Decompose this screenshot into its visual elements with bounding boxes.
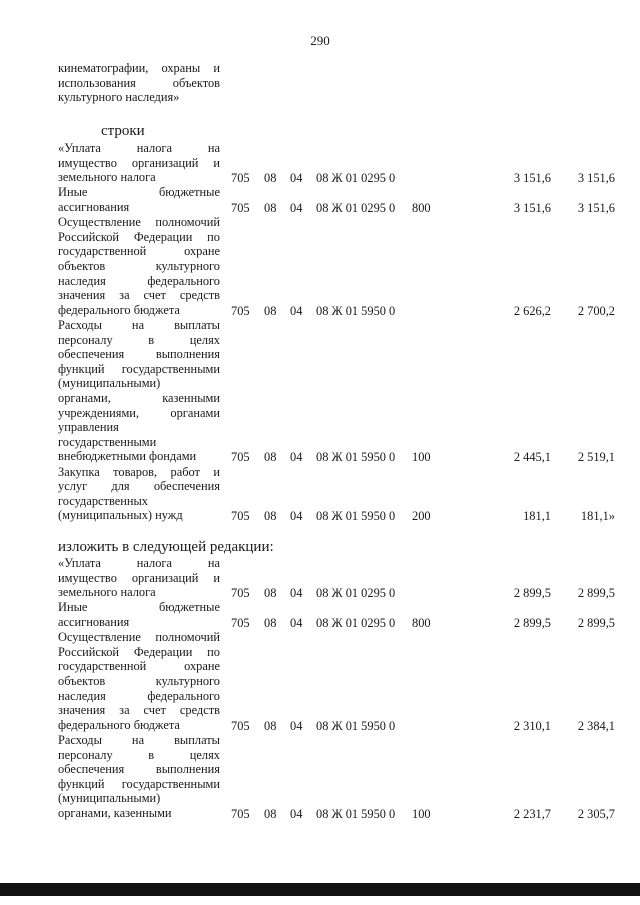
intro-text: кинематографии, охраны и использования объектов культурного наследия» xyxy=(58,61,220,105)
cell-code: 705 xyxy=(231,450,250,465)
cell-code: 705 xyxy=(231,171,250,186)
cell-vr: 100 xyxy=(412,807,431,821)
cell-sub: 04 xyxy=(290,171,303,186)
cell-sec: 08 xyxy=(264,201,277,215)
row-description: Осуществление полномочий Российской Федерации по государственной охране объектов культурного наследия федерального значения за счет средств федерального бюджета xyxy=(58,630,220,732)
cell-v1: 3 151,6 xyxy=(513,201,551,215)
scan-edge-bar xyxy=(0,883,640,896)
cell-sec: 08 xyxy=(264,509,277,524)
cell-sec: 08 xyxy=(264,718,277,733)
cell-code: 705 xyxy=(231,586,250,601)
row-description: Иные бюджетные ассигнования xyxy=(58,600,220,629)
cell-v2: 3 151,6 xyxy=(577,171,615,186)
cell-vr: 800 xyxy=(412,616,431,630)
cell-csr: 08 Ж 01 5950 0 xyxy=(316,807,396,821)
cell-sub: 04 xyxy=(290,807,303,821)
row-description: «Уплата налога на имущество организаций и земельного налога xyxy=(58,556,220,600)
cell-csr: 08 Ж 01 5950 0 xyxy=(316,450,396,465)
cell-code: 705 xyxy=(231,303,250,318)
cell-sec: 08 xyxy=(264,586,277,601)
cell-v2: 2 899,5 xyxy=(577,586,615,601)
cell-sec: 08 xyxy=(264,616,277,630)
cell-code: 705 xyxy=(231,718,250,733)
cell-sub: 04 xyxy=(290,303,303,318)
cell-csr: 08 Ж 01 0295 0 xyxy=(316,171,396,186)
cell-sec: 08 xyxy=(264,807,277,821)
cell-csr: 08 Ж 01 0295 0 xyxy=(316,586,396,601)
cell-v2: 181,1» xyxy=(580,509,615,524)
cell-sub: 04 xyxy=(290,718,303,733)
cell-v1: 2 626,2 xyxy=(513,303,551,318)
row-description: Расходы на выплаты персоналу в целях обеспечения выполнения функций государственными (муниципальными) органами, казенными xyxy=(58,733,220,820)
cell-code: 705 xyxy=(231,616,250,630)
cell-sec: 08 xyxy=(264,171,277,186)
cell-sub: 04 xyxy=(290,509,303,524)
cell-vr: 200 xyxy=(412,509,431,524)
cell-v1: 2 231,7 xyxy=(513,807,551,821)
cell-sec: 08 xyxy=(264,303,277,318)
row-description: Расходы на выплаты персоналу в целях обеспечения выполнения функций государственными (муниципальными) органами, казенными учреждениями, органами управления государственными внебюджетными фондами xyxy=(58,318,220,464)
cell-csr: 08 Ж 01 5950 0 xyxy=(316,509,396,524)
cell-csr: 08 Ж 01 0295 0 xyxy=(316,616,396,630)
cell-code: 705 xyxy=(231,509,250,524)
cell-v1: 181,1 xyxy=(523,509,551,524)
heading-new-edition: изложить в следующей редакции: xyxy=(58,539,274,555)
cell-csr: 08 Ж 01 0295 0 xyxy=(316,201,396,215)
cell-v2: 2 519,1 xyxy=(577,450,615,465)
row-description: Закупка товаров, работ и услуг для обеспечения государственных (муниципальных) нужд xyxy=(58,464,220,523)
cell-code: 705 xyxy=(231,807,250,821)
row-description: «Уплата налога на имущество организаций и земельного налога xyxy=(58,141,220,185)
cell-vr: 100 xyxy=(412,450,431,465)
cell-v2: 2 899,5 xyxy=(577,616,615,630)
cell-vr: 800 xyxy=(412,201,431,215)
row-description: Осуществление полномочий Российской Федерации по государственной охране объектов культурного наследия федерального значения за счет средств федерального бюджета xyxy=(58,215,220,317)
cell-sub: 04 xyxy=(290,616,303,630)
cell-v2: 3 151,6 xyxy=(577,201,615,215)
cell-csr: 08 Ж 01 5950 0 xyxy=(316,718,396,733)
cell-v1: 2 899,5 xyxy=(513,616,551,630)
cell-csr: 08 Ж 01 5950 0 xyxy=(316,303,396,318)
page-number: 290 xyxy=(310,33,330,48)
row-description: Иные бюджетные ассигнования xyxy=(58,185,220,214)
cell-v1: 2 445,1 xyxy=(513,450,551,465)
cell-v2: 2 700,2 xyxy=(577,303,615,318)
cell-v1: 3 151,6 xyxy=(513,171,551,186)
cell-sub: 04 xyxy=(290,586,303,601)
cell-v2: 2 384,1 xyxy=(577,718,615,733)
cell-code: 705 xyxy=(231,201,250,215)
cell-v1: 2 310,1 xyxy=(513,718,551,733)
heading-rows: строки xyxy=(101,123,145,139)
cell-sec: 08 xyxy=(264,450,277,465)
cell-v2: 2 305,7 xyxy=(577,807,615,821)
cell-sub: 04 xyxy=(290,450,303,465)
cell-sub: 04 xyxy=(290,201,303,215)
cell-v1: 2 899,5 xyxy=(513,586,551,601)
